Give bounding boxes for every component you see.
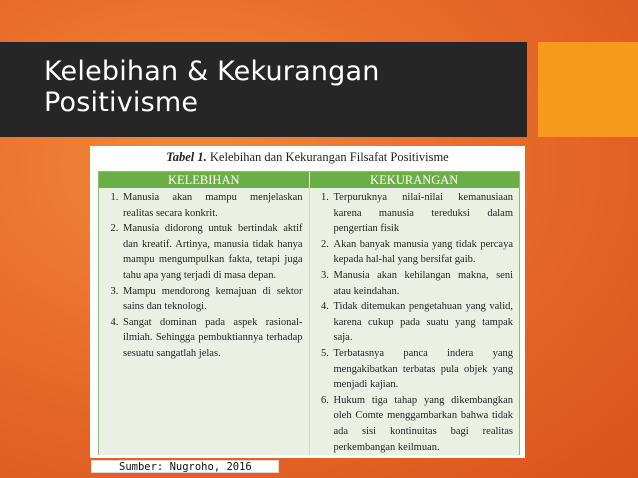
source-caption: Sumber: Nugroho, 2016 (91, 460, 279, 473)
title-line-2: Positivisme (44, 87, 199, 118)
kekurangan-item: 4. Tidak ditemukan pengetahuan yang valid, karena cukup pada suatu yang tampak saja. (332, 299, 514, 346)
header-kekurangan: KEKURANGAN (370, 173, 459, 187)
kekurangan-item: 5. Terbatasnya panca indera yang mengakibatkan terbatas pula objek yang menjadi kajian. (332, 346, 514, 393)
kekurangan-item: 2. Akan banyak manusia yang tidak percaya kepada hal-hal yang bersifat gaib. (332, 237, 514, 268)
header-kelebihan: KELEBIHAN (99, 172, 310, 188)
kekurangan-item: 1. Terpuruknya nilai-nilai kemanusiaan karena manusia tereduksi dalam pengertian fisik (332, 190, 514, 237)
kelebihan-item: 4. Sangat dominan pada aspek rasional-ilmiah. Sehingga pembuktiannya terhadap sesuatu sangatlah jelas. (121, 315, 303, 362)
table-body (99, 188, 519, 455)
caption-label: Tabel 1. (166, 150, 207, 164)
comparison-table (98, 171, 520, 455)
kekurangan-column (310, 188, 520, 455)
accent-box (538, 42, 638, 137)
kelebihan-item: 3. Mampu mendorong kemajuan di sektor sains dan teknologi. (121, 284, 303, 315)
table-caption (90, 150, 525, 165)
kelebihan-column (99, 188, 310, 455)
slide-title (44, 56, 514, 118)
caption-text: Kelebihan dan Kekurangan Filsafat Positivisme (209, 150, 449, 164)
kekurangan-item: 6. Hukum tiga tahap yang dikembangkan oleh Comte menggambarkan bahwa tidak ada sisi kontinuitas bagi realitas perkembangan keilmuan. (332, 393, 514, 455)
kekurangan-item: 3. Manusia akan kehilangan makna, seni atau keindahan. (332, 268, 514, 299)
kelebihan-item: 1. Manusia akan mampu menjelaskan realitas secara konkrit. (121, 190, 303, 221)
table-header-row (99, 172, 519, 188)
kelebihan-item: 2. Manusia didorong untuk bertindak aktif dan kreatif. Artinya, manusia tidak hanya mampu mengumpulkan fakta, tetapi juga tahu apa yang terjadi di masa depan. (121, 221, 303, 283)
table-image (90, 146, 525, 458)
title-line-1: Kelebihan & Kekurangan (44, 56, 380, 87)
